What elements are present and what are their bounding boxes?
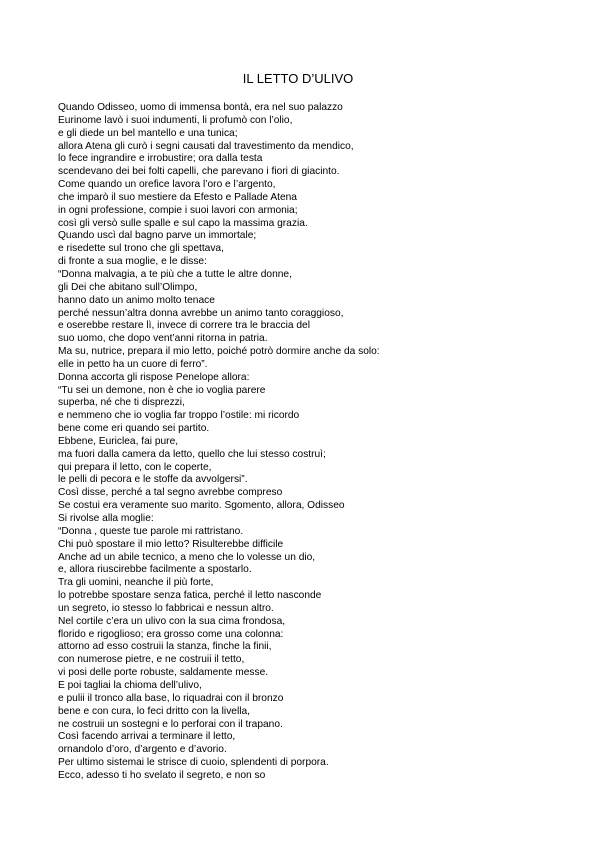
poem-line: ornandolo d’oro, d’argento e d’avorio.: [58, 744, 227, 756]
poem-line: Per ultimo sistemai le strisce di cuoio, splendenti di porpora.: [58, 757, 329, 769]
poem-line: lo fece ingrandire e irrobustire; ora dalla testa: [58, 153, 263, 165]
poem-line: lo potrebbe spostare senza fatica, perché il letto nasconde: [58, 590, 322, 602]
poem-line: Se costui era veramente suo marito. Sgomento, allora, Odisseo: [58, 500, 345, 512]
poem-line: Eurinome lavò i suoi indumenti, li profumò con l’olio,: [58, 114, 293, 126]
poem-line: Si rivolse alla moglie:: [58, 513, 154, 524]
poem-line: perché nessun’altra donna avrebbe un animo tanto coraggioso,: [58, 307, 344, 319]
poem-line: Tra gli uomini, neanche il più forte,: [58, 577, 214, 589]
poem-line: con numerose pietre, e ne costruii il tetto,: [58, 654, 245, 666]
poem-line: Anche ad un abile tecnico, a meno che lo volesse un dio,: [58, 551, 316, 563]
poem-line: bene e con cura, lo feci dritto con la livella,: [58, 705, 250, 717]
poem-line: ma fuori dalla camera da letto, quello che lui stesso costruì;: [58, 448, 326, 460]
poem-line: suo uomo, che dopo vent’anni ritorna in patria.: [58, 333, 268, 345]
poem-line: superba, né che ti disprezzi,: [58, 397, 185, 409]
poem-line: e nemmeno che io voglia far troppo l’ostile: mi ricordo: [58, 410, 300, 422]
poem-line: Così disse, perché a tal segno avrebbe compreso: [58, 487, 283, 499]
poem-line: Donna accorta gli rispose Penelope allora:: [58, 371, 250, 383]
poem-line: bene come eri quando sei partito.: [58, 423, 210, 435]
poem-line: ne costruii un sostegni e lo perforai con il trapano.: [58, 718, 283, 730]
poem-line: scendevano dei bei folti capelli, che parevano i fiori di giacinto.: [58, 166, 340, 178]
poem-line: florido e rigoglioso; era grosso come una colonna:: [58, 628, 284, 640]
poem-line: “Donna malvagia, a te più che a tutte le altre donne,: [58, 268, 292, 280]
poem-line: “Tu sei un demone, non è che io voglia parere: [58, 384, 266, 396]
poem-line: un segreto, io stesso lo fabbricai e nessun altro.: [58, 602, 274, 614]
poem-line: le pelli di pecora e le stoffe da avvolgersi”.: [58, 474, 248, 486]
poem-line: Ma su, nutrice, prepara il mio letto, poiché potrò dormire anche da solo:: [58, 346, 380, 358]
poem-line: Ebbene, Euriclea, fai pure,: [58, 435, 179, 447]
poem-line: Quando uscì dal bagno parve un immortale;: [58, 230, 257, 242]
poem-line: così gli versò sulle spalle e sul capo la massima grazia.: [58, 217, 308, 229]
poem-line: gli Dei che abitano sull’Olimpo,: [58, 281, 198, 293]
poem-text: [58, 102, 578, 783]
poem-line: e gli diede un bel mantello e una tunica;: [58, 127, 238, 139]
poem-line: in ogni professione, compie i suoi lavori con armonia;: [58, 204, 298, 216]
poem-line: E poi tagliai la chioma dell’ulivo,: [58, 679, 202, 691]
poem-line: Ecco, adesso ti ho svelato il segreto, e non so: [58, 769, 266, 781]
poem-line: attorno ad esso costruii la stanza, finche la finii,: [58, 641, 272, 653]
poem-line: e, allora riuscirebbe facilmente a spostarlo.: [58, 564, 252, 576]
poem-line: Come quando un orefice lavora l’oro e l’argento,: [58, 179, 276, 191]
poem-line: e risedette sul trono che gli spettava,: [58, 243, 224, 255]
poem-line: hanno dato un animo molto tenace: [58, 294, 215, 306]
poem-line: Nel cortile c’era un ulivo con la sua cima frondosa,: [58, 615, 286, 627]
page-title: IL LETTO D’ULIVO: [242, 71, 354, 86]
poem-line: allora Atena gli curò i segni causati dal travestimento da mendico,: [58, 140, 354, 152]
poem-line: e oserebbe restare lì, invece di correre tra le braccia del: [58, 320, 310, 332]
poem-line: e pulii il tronco alla base, lo riquadrai con il bronzo: [58, 692, 284, 704]
poem-line: elle in petto ha un cuore di ferro”.: [58, 358, 208, 370]
poem-line: qui prepara il letto, con le coperte,: [58, 461, 212, 473]
poem-line: Chi può spostare il mio letto? Risulterebbe difficile: [58, 538, 284, 550]
poem-line: Quando Odisseo, uomo di immensa bontà, era nel suo palazzo: [58, 102, 343, 113]
poem-line: che imparò il suo mestiere da Efesto e Pallade Atena: [58, 191, 297, 203]
poem-line: “Donna , queste tue parole mi rattristano.: [58, 525, 244, 537]
poem-line: Così facendo arrivai a terminare il letto,: [58, 731, 236, 743]
poem-line: di fronte a sua moglie, e le disse:: [58, 256, 207, 268]
poem-line: vi posi delle porte robuste, saldamente messe.: [58, 667, 269, 679]
